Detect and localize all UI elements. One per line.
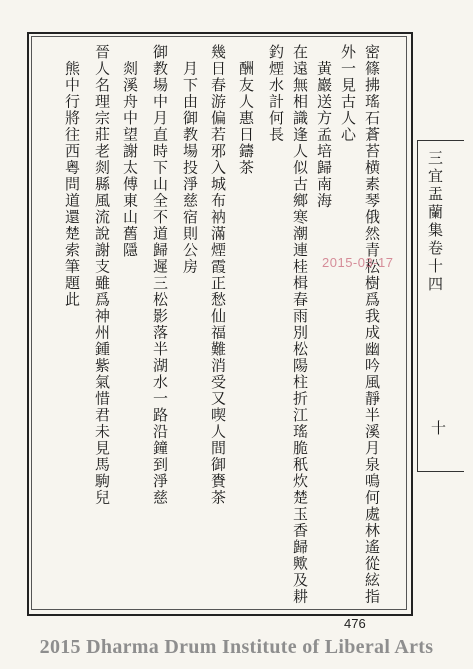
page-number: 476: [344, 616, 366, 631]
text-column-2: 外一見古人心: [339, 44, 357, 143]
text-column-7: 幾日春游偏若邪入城布衲滿煙霞正愁仙福難消受又喫人間御賚茶: [209, 44, 227, 506]
poem-title-2: 酬友人惠日鑄茶: [237, 44, 255, 176]
running-head: 三宜盂蘭集卷十四: [426, 150, 444, 294]
poem-title-5: 熊中行將往西粵問道還楚索筆題此: [63, 44, 81, 308]
text-column-1: 密篠拂瑤石蒼苔横素琴俄然青松樹爲我成幽吟風靜半溪月泉鳴何處林遙從絃指: [363, 44, 381, 605]
running-page-number: 十: [429, 420, 447, 435]
poem-title-1: 黄巖送方孟培歸南海: [315, 44, 333, 209]
text-column-11: 晉人名理宗莊老剡縣風流說謝支雖爲神州鍾紫氣惜君未見馬駒兒: [93, 44, 111, 506]
watermark: 2015 Dharma Drum Institute of Liberal Arts: [39, 636, 434, 658]
text-column-9: 御教場中月直時下山全不道歸遲三松影落半湖水一路沿鐘到淨慈: [151, 44, 169, 506]
date-stamp: 2015-03-17: [322, 255, 394, 270]
text-column-5: 釣煙水計何長: [267, 44, 285, 143]
poem-title-4: 剡溪舟中望謝太傅東山舊隱: [121, 44, 139, 259]
text-column-4: 在遠無相識逢人似古鄉寒潮連桂楫春雨別松陽柱折江瑤脆秖炊楚玉香歸歟及耕: [291, 44, 309, 605]
poem-title-3: 月下由御教場投淨慈宿則公房: [181, 44, 199, 275]
